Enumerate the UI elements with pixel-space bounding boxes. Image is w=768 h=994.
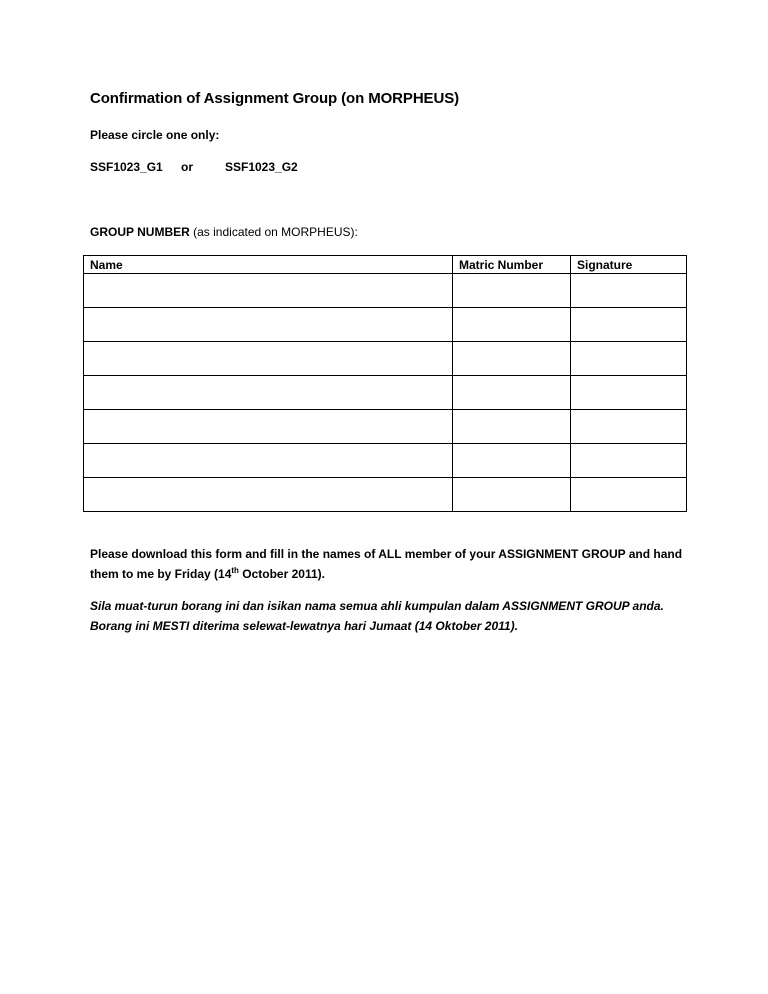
cell-signature (571, 376, 687, 410)
table-row (84, 478, 687, 512)
cell-name (84, 444, 453, 478)
cell-matric-number (453, 478, 571, 512)
group-number-label-rest: (as indicated on MORPHEUS): (189, 225, 358, 239)
group-number-label (90, 225, 358, 239)
cell-signature (571, 478, 687, 512)
header-matric-number: Matric Number (453, 256, 571, 274)
table-body (84, 274, 687, 512)
cell-signature (571, 342, 687, 376)
cell-matric-number (453, 308, 571, 342)
cell-signature (571, 308, 687, 342)
group-options (90, 160, 490, 176)
table-row (84, 274, 687, 308)
header-name: Name (84, 256, 453, 274)
table-row (84, 410, 687, 444)
note-english-text: Please download this form and fill in the names of ALL member of your ASSIGNMENT GROUP and hand them to me by Friday (14 (90, 547, 683, 581)
note-english-superscript: th (231, 566, 239, 575)
group-number-label-bold: GROUP NUMBER (90, 225, 190, 239)
cell-name (84, 308, 453, 342)
note-malay-line-1: Sila muat-turun borang ini dan isikan nama semua ahli kumpulan dalam ASSIGNMENT GROUP anda. (90, 599, 664, 613)
note-english-text-end: October 2011). (238, 567, 325, 581)
circle-instruction: Please circle one only: (90, 128, 220, 142)
table-row (84, 342, 687, 376)
cell-signature (571, 444, 687, 478)
cell-name (84, 376, 453, 410)
table-header-row (84, 256, 687, 274)
cell-name (84, 342, 453, 376)
page-title: Confirmation of Assignment Group (on MORPHEUS) (90, 90, 459, 107)
cell-signature (571, 274, 687, 308)
cell-name (84, 410, 453, 444)
cell-matric-number (453, 274, 571, 308)
note-malay-line-2: Borang ini MESTI diterima selewat-lewatnya hari Jumaat (14 Oktober 2011). (90, 619, 518, 633)
option-separator: or (181, 160, 193, 174)
option-g1: SSF1023_G1 (90, 160, 163, 174)
table-row (84, 308, 687, 342)
cell-matric-number (453, 342, 571, 376)
table-row (84, 444, 687, 478)
cell-matric-number (453, 410, 571, 444)
option-g2: SSF1023_G2 (225, 160, 298, 174)
members-table (83, 255, 687, 512)
cell-name (84, 274, 453, 308)
note-english (90, 544, 690, 584)
note-malay (90, 596, 700, 636)
cell-matric-number (453, 444, 571, 478)
cell-signature (571, 410, 687, 444)
table-row (84, 376, 687, 410)
header-signature: Signature (571, 256, 687, 274)
cell-name (84, 478, 453, 512)
cell-matric-number (453, 376, 571, 410)
